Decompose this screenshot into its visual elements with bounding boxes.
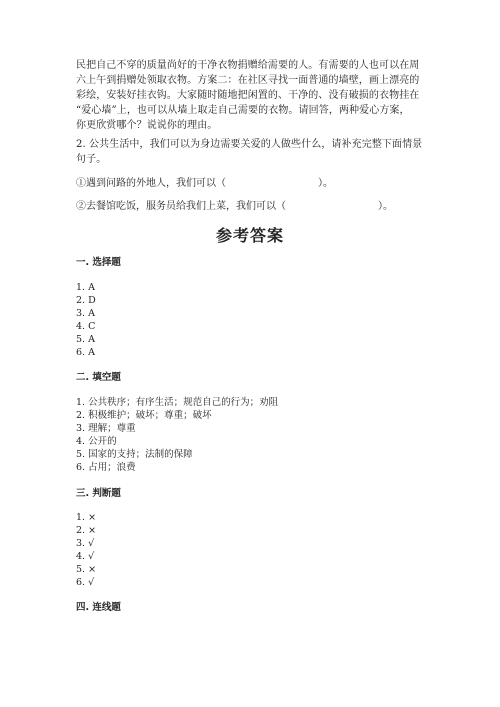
fill-answers	[76, 396, 278, 474]
answers-title: 参考答案	[215, 226, 284, 245]
section-heading-fill: 二. 填空题	[76, 372, 121, 383]
list-item: 6. 占用；浪费	[76, 462, 136, 473]
judge-answers	[76, 511, 96, 589]
choice-answers	[76, 281, 96, 359]
intro-line: 彩绘，安装好挂衣钩。大家随时随地把闲置的、干净的、没有破损的衣物挂在	[76, 90, 420, 101]
question-2-item-2	[76, 199, 393, 214]
question-2	[76, 137, 426, 167]
intro-line: 六上午到捐赠处领取衣物。方案二：在社区寻找一面普通的墙壁，画上漂亮的	[76, 75, 420, 86]
list-item: 3. A	[76, 308, 95, 319]
list-item: 5. ×	[76, 564, 97, 575]
list-item: 1. ×	[76, 512, 97, 523]
intro-line: 民把自己不穿的质量尚好的干净衣物捐赠给需要的人。有需要的人也可以在周	[76, 60, 420, 71]
list-item: 6. A	[76, 347, 95, 358]
item-2-suffix: ）。	[378, 201, 393, 212]
list-item: 3. √	[76, 538, 95, 549]
list-item: 2. 积极维护；破坏；尊重；破坏	[76, 410, 212, 421]
question-2-item-1	[76, 176, 333, 191]
intro-paragraph	[76, 58, 426, 133]
intro-line: 你更欣赏哪个？说说你的理由。	[76, 120, 218, 131]
question-2-line: 句子。	[76, 154, 107, 165]
list-item: 3. 理解；尊重	[76, 423, 136, 434]
list-item: 4. C	[76, 321, 96, 332]
section-heading-choice: 一. 选择题	[76, 257, 121, 268]
list-item: 4. 公开的	[76, 436, 117, 447]
list-item: 6. √	[76, 577, 95, 588]
question-2-line: 2. 公共生活中，我们可以为身边需要关爱的人做些什么，请补充完整下面情景	[76, 139, 423, 150]
list-item: 2. ×	[76, 525, 97, 536]
item-2-prefix: ②去餐馆吃饭，服务员给我们上菜，我们可以（	[76, 201, 286, 212]
section-heading-match: 四. 连线题	[76, 602, 121, 613]
list-item: 1. A	[76, 282, 95, 293]
item-1-prefix: ①遇到问路的外地人，我们可以（	[76, 178, 226, 189]
intro-line: “爱心墙”上，也可以从墙上取走自己需要的衣物。请回答，两种爱心方案，	[76, 105, 410, 116]
item-1-suffix: ）。	[318, 178, 333, 189]
section-heading-judge: 三. 判断题	[76, 488, 121, 499]
list-item: 2. D	[76, 295, 96, 306]
list-item: 4. √	[76, 551, 95, 562]
list-item: 5. A	[76, 334, 95, 345]
list-item: 5. 国家的支持；法制的保障	[76, 449, 193, 460]
list-item: 1. 公共秩序；有序生活；规范自己的行为；劝阻	[76, 397, 279, 408]
